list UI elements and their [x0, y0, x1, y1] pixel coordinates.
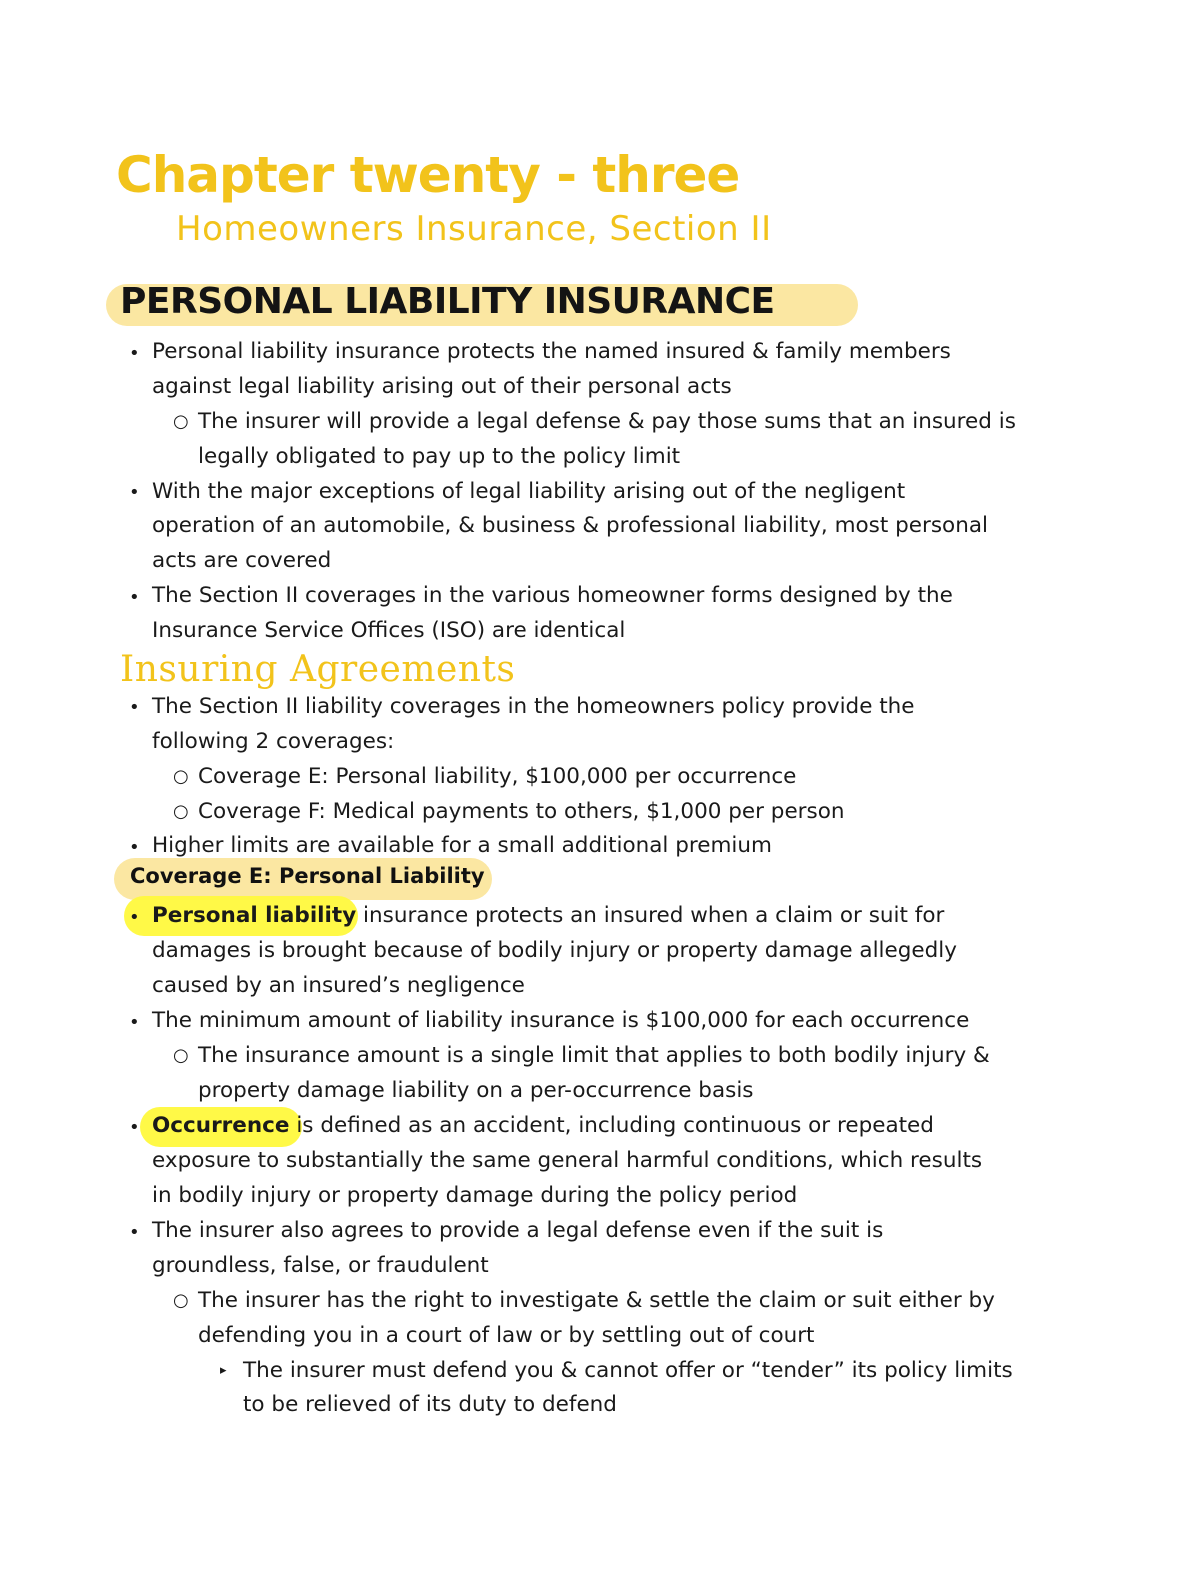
bullet-icon: •: [129, 1117, 140, 1138]
sub-heading-insuring-agreements: Insuring Agreements: [120, 649, 516, 690]
bullet-icon: •: [129, 907, 140, 928]
bullet-text: The insurer must defend you & cannot offer or “tender” its policy limits: [243, 1358, 1013, 1383]
bullet-text: Personal liability insurance protects the named insured & family members: [152, 339, 951, 364]
bullet-text: acts are covered: [152, 548, 332, 573]
bullet-text: The insurer has the right to investigate & settle the claim or suit either by: [198, 1288, 995, 1313]
circle-bullet-icon: ○: [173, 766, 189, 787]
circle-bullet-icon: ○: [173, 411, 189, 432]
bullet-text: caused by an insured’s negligence: [152, 973, 525, 998]
bullet-text: The Section II liability coverages in the homeowners policy provide the: [152, 694, 915, 719]
bullet-text: The insurance amount is a single limit that applies to both bodily injury &: [198, 1043, 990, 1068]
bullet-text: in bodily injury or property damage during the policy period: [152, 1183, 798, 1208]
term-occurrence: Occurrence: [152, 1113, 290, 1138]
bullet-text: Insurance Service Offices (ISO) are identical: [152, 618, 626, 643]
coverage-e-heading: Coverage E: Personal Liability: [130, 864, 485, 888]
bullet-text: [152, 905, 944, 927]
term-personal-liability: Personal liability: [152, 903, 357, 928]
bullet-icon: •: [129, 1012, 140, 1033]
bullet-text: following 2 coverages:: [152, 729, 395, 754]
bullet-text: Coverage E: Personal liability, $100,000 per occurrence: [198, 764, 797, 789]
circle-bullet-icon: ○: [173, 1290, 189, 1311]
bullet-text: exposure to substantially the same general harmful conditions, which results: [152, 1148, 983, 1173]
bullet-icon: •: [129, 837, 140, 858]
circle-bullet-icon: ○: [173, 1045, 189, 1066]
bullet-text: legally obligated to pay up to the policy limit: [198, 444, 681, 469]
bullet-text: The Section II coverages in the various homeowner forms designed by the: [152, 583, 953, 608]
arrow-bullet-icon: ▸: [220, 1363, 227, 1378]
bullet-text: groundless, false, or fraudulent: [152, 1253, 489, 1278]
bullet-text: With the major exceptions of legal liability arising out of the negligent: [152, 479, 906, 504]
bullet-text: The insurer will provide a legal defense & pay those sums that an insured is: [198, 409, 1016, 434]
bullet-text: The minimum amount of liability insurance is $100,000 for each occurrence: [152, 1008, 970, 1033]
bullet-text: Higher limits are available for a small additional premium: [152, 833, 772, 858]
bullet-icon: •: [129, 343, 140, 364]
bullet-text: damages is brought because of bodily injury or property damage allegedly: [152, 938, 957, 963]
chapter-subtitle: Homeowners Insurance, Section II: [176, 209, 772, 249]
bullet-text-rest: is defined as an accident, including continuous or repeated: [289, 1113, 934, 1138]
bullet-icon: •: [129, 482, 140, 503]
bullet-text: [152, 1115, 934, 1137]
bullet-text: to be relieved of its duty to defend: [243, 1392, 617, 1417]
bullet-icon: •: [129, 1222, 140, 1243]
bullet-text: Coverage F: Medical payments to others, $1,000 per person: [198, 799, 845, 824]
bullet-icon: •: [129, 587, 140, 608]
bullet-text-rest: insurance protects an insured when a claim or suit for: [356, 903, 945, 928]
bullet-text: against legal liability arising out of their personal acts: [152, 374, 732, 399]
bullet-text: The insurer also agrees to provide a legal defense even if the suit is: [152, 1218, 884, 1243]
circle-bullet-icon: ○: [173, 801, 189, 822]
bullet-text: defending you in a court of law or by settling out of court: [198, 1323, 815, 1348]
bullet-text: property damage liability on a per-occurrence basis: [198, 1078, 754, 1103]
bullet-text: operation of an automobile, & business & professional liability, most personal: [152, 513, 988, 538]
section-heading-personal-liability: PERSONAL LIABILITY INSURANCE: [120, 281, 775, 322]
bullet-icon: •: [129, 697, 140, 718]
chapter-title: Chapter twenty - three: [116, 146, 740, 204]
